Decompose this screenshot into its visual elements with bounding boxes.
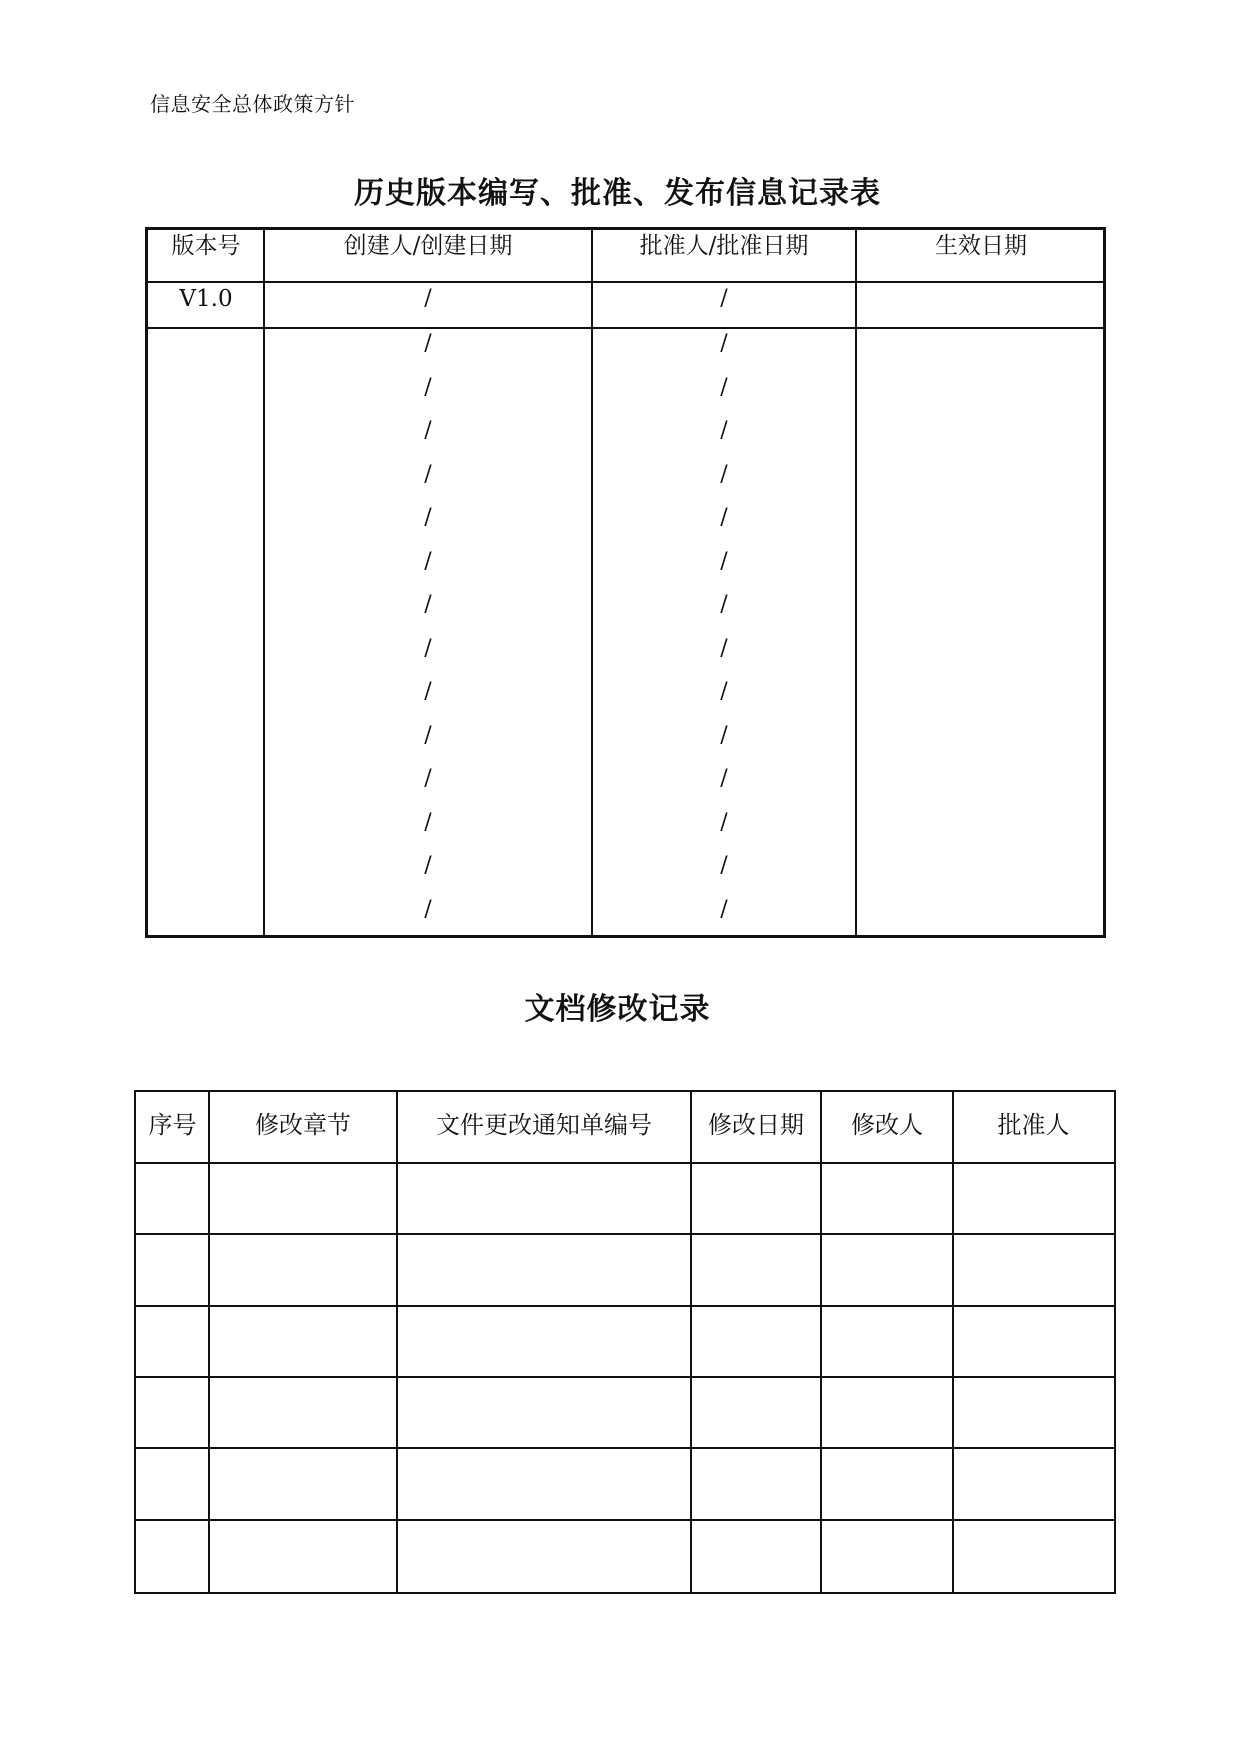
creator-slash: / [424,896,432,922]
modify-table-title: 文档修改记录 [524,992,711,1027]
approver-slash: / [720,635,728,661]
approver-slash: / [720,722,728,748]
row-divider [148,281,1103,283]
col-header-modifier: 修改人 [851,1111,923,1139]
approver-slash: / [720,592,728,617]
approver-slash: / [720,505,728,530]
approver-slash: / [720,679,728,704]
creator-slash: / [424,374,432,400]
col-header-approver: 批准人 [997,1111,1070,1139]
col-header-seq: 序号 [148,1111,197,1139]
col-header-modify-date: 修改日期 [708,1111,804,1139]
col-header-effective-date: 生效日期 [935,233,1027,259]
row-divider [136,1519,1114,1521]
creator-slash: / [424,766,432,791]
modify-table [134,1090,1116,1594]
document-header: 信息安全总体政策方针 [150,92,355,116]
col-header-creator: 创建人/创建日期 [343,233,513,259]
creator-slash: / [424,853,432,878]
col-header-chapter: 修改章节 [255,1111,351,1139]
column-divider [820,1092,822,1592]
approver-slash: / [720,548,728,574]
approver-value: / [720,286,728,311]
col-header-notice-no: 文件更改通知单编号 [436,1111,652,1139]
creator-slash: / [424,809,432,835]
version-value: V1.0 [179,286,233,312]
history-table-title: 历史版本编写、批准、发布信息记录表 [354,176,881,211]
row-divider [148,327,1103,329]
approver-slash: / [720,896,728,922]
approver-slash: / [720,853,728,878]
column-divider [952,1092,954,1592]
column-divider [396,1092,398,1592]
creator-slash: / [424,722,432,748]
creator-slash: / [424,461,432,487]
creator-value: / [424,286,432,311]
creator-slash: / [424,548,432,574]
approver-slash: / [720,418,728,443]
creator-slash: / [424,635,432,661]
row-divider [136,1305,1114,1307]
row-divider [136,1233,1114,1235]
approver-slash: / [720,374,728,400]
col-header-version: 版本号 [171,233,241,259]
approver-slash: / [720,461,728,487]
history-table [145,227,1106,938]
row-divider [136,1162,1114,1164]
column-divider [690,1092,692,1592]
creator-slash: / [424,505,432,530]
approver-slash: / [720,809,728,835]
creator-slash: / [424,418,432,443]
column-divider [208,1092,210,1592]
creator-slash: / [424,592,432,617]
approver-slash: / [720,766,728,791]
row-divider [136,1447,1114,1449]
col-header-approver: 批准人/批准日期 [639,233,809,259]
approver-slash: / [720,331,728,356]
creator-slash: / [424,331,432,356]
row-divider [136,1376,1114,1378]
creator-slash: / [424,679,432,704]
